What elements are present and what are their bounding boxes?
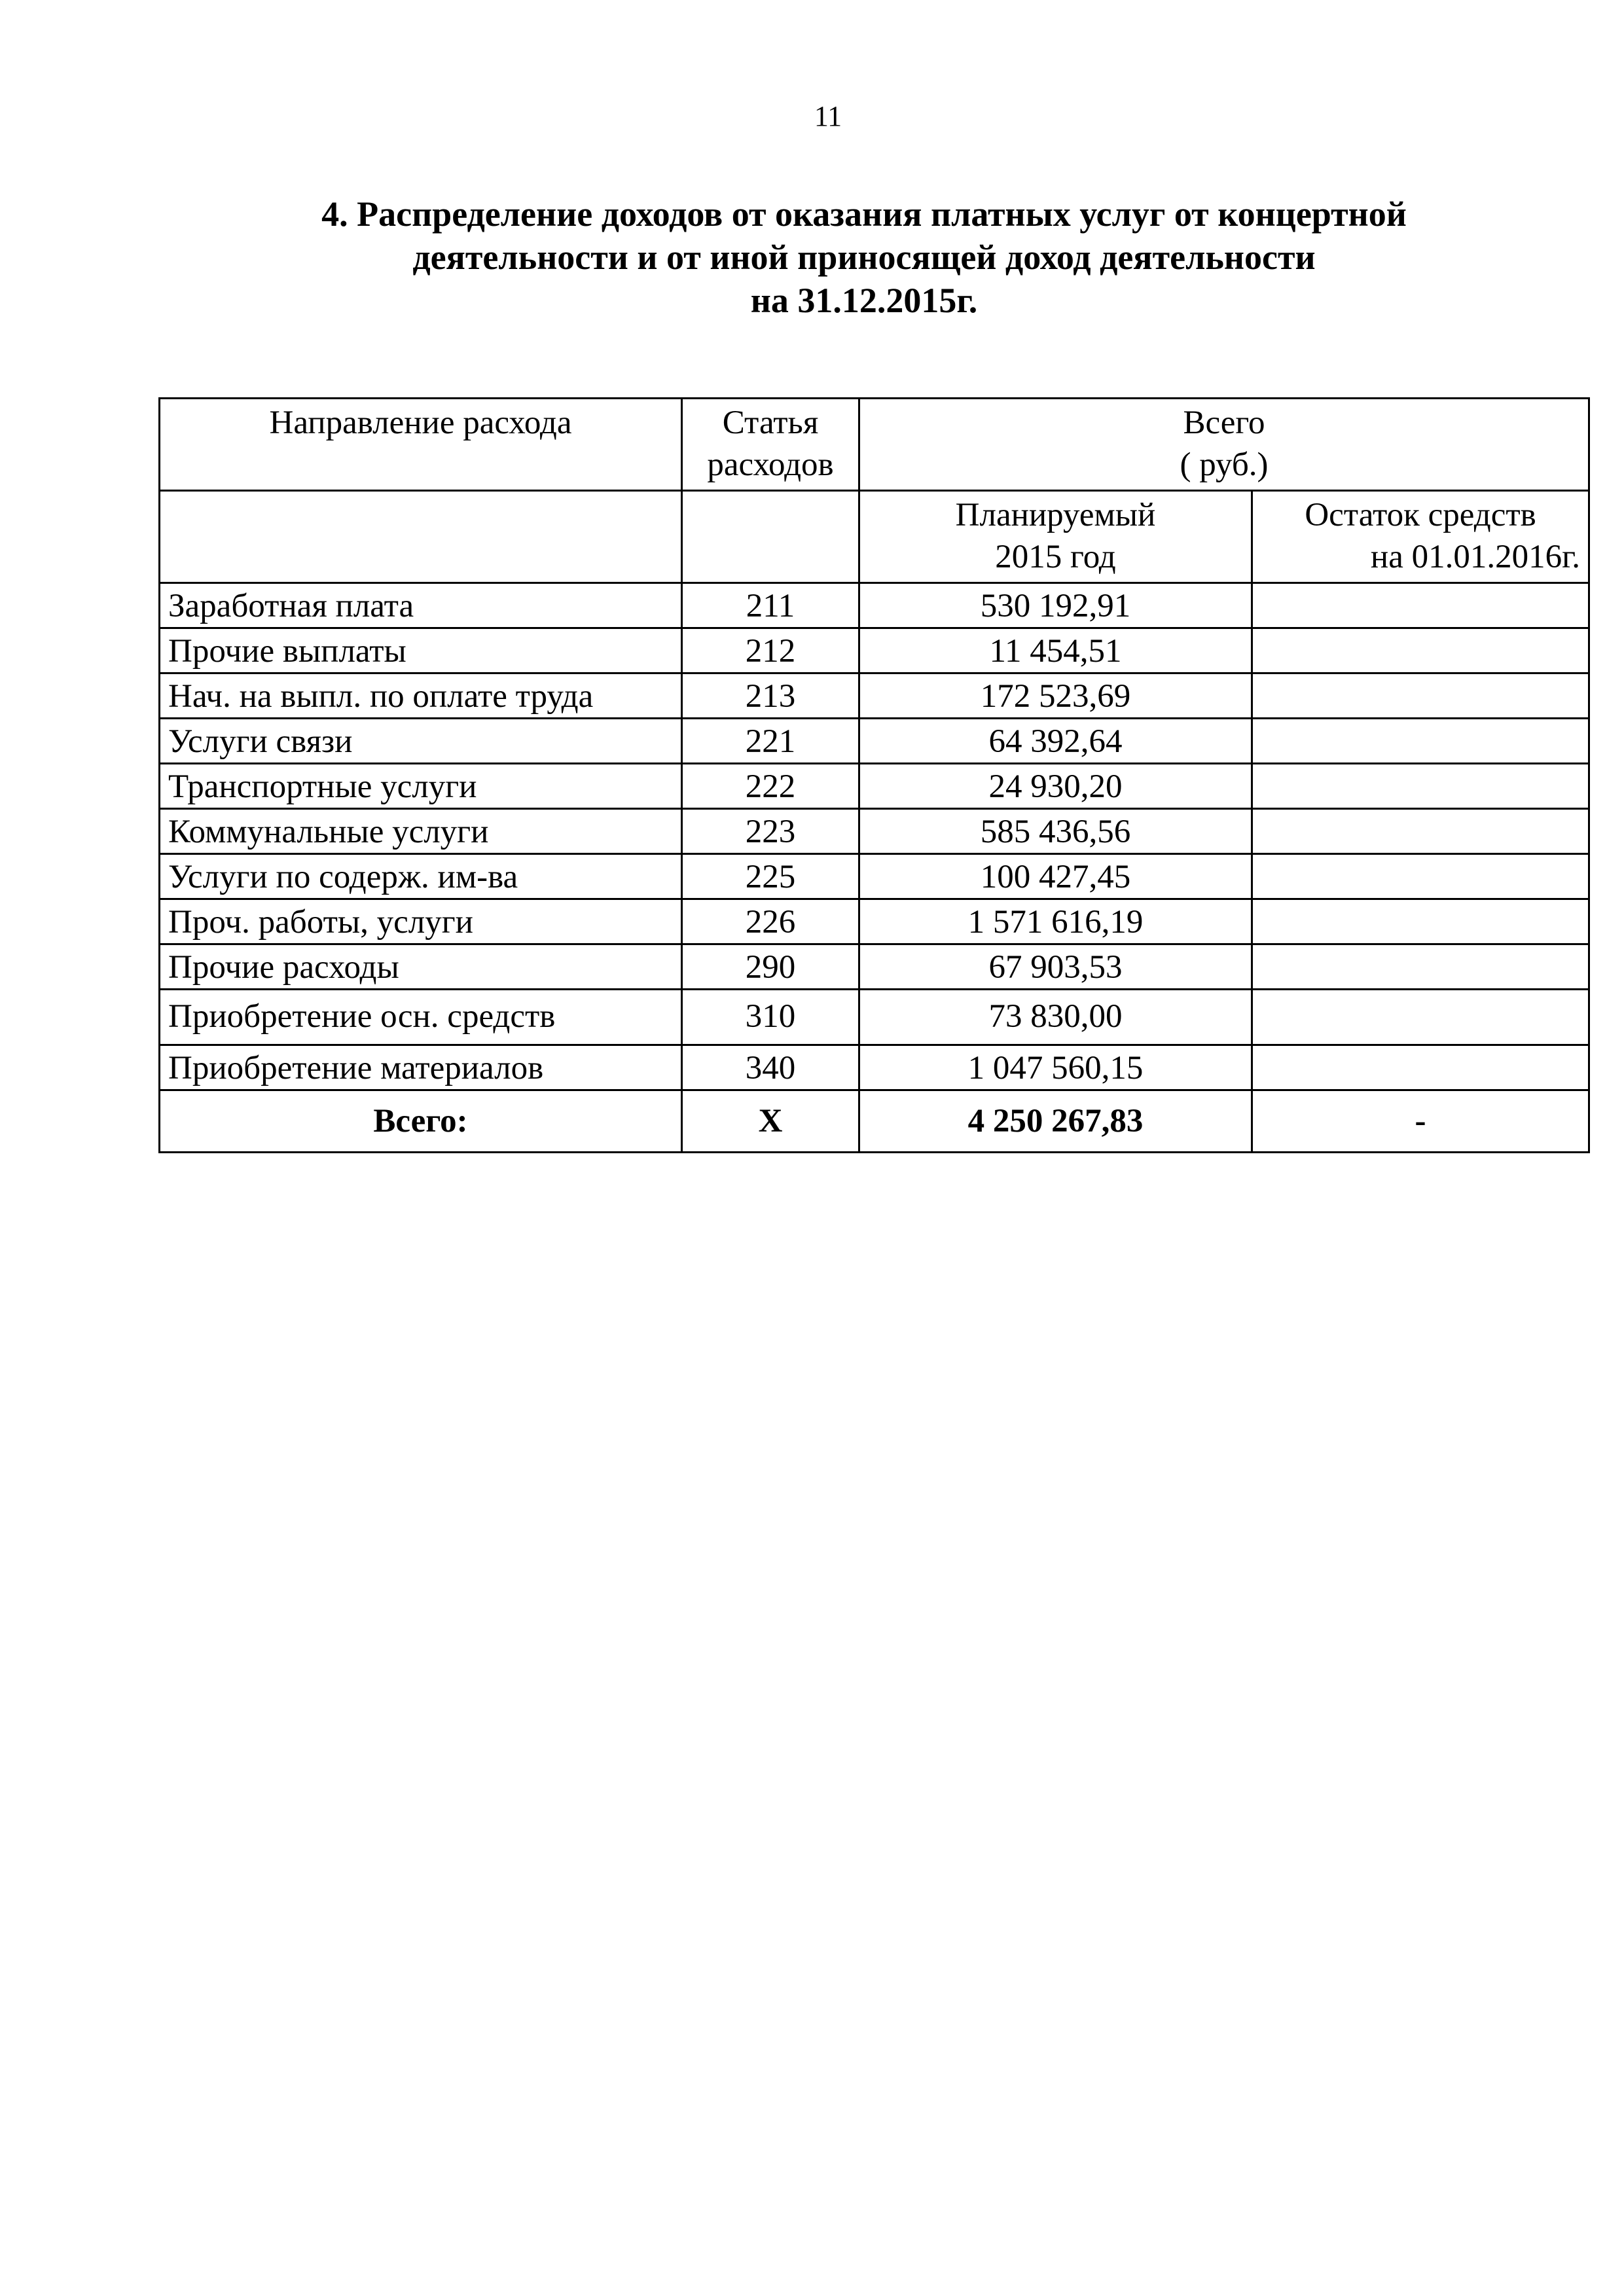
table-header-row-1 [160, 399, 1589, 491]
row-code: 222 [682, 764, 859, 809]
row-planned: 100 427,45 [859, 854, 1252, 899]
row-code: 225 [682, 854, 859, 899]
table-row [160, 944, 1589, 990]
header-planned-line-1: Планируемый [955, 497, 1156, 533]
row-planned: 1 571 616,19 [859, 899, 1252, 944]
row-remainder [1252, 1045, 1589, 1090]
row-name: Услуги по содерж. им-ва [160, 854, 682, 899]
row-name: Коммунальные услуги [160, 809, 682, 854]
header-total [859, 399, 1589, 491]
document-title [196, 192, 1532, 322]
row-planned: 1 047 560,15 [859, 1045, 1252, 1090]
row-code: 223 [682, 809, 859, 854]
row-code: 290 [682, 944, 859, 990]
expense-distribution-table [158, 397, 1590, 1153]
row-remainder [1252, 899, 1589, 944]
row-code: 221 [682, 719, 859, 764]
row-planned: 172 523,69 [859, 673, 1252, 719]
row-code: 226 [682, 899, 859, 944]
row-planned: 73 830,00 [859, 990, 1252, 1045]
row-planned: 64 392,64 [859, 719, 1252, 764]
row-planned: 24 930,20 [859, 764, 1252, 809]
row-name: Приобретение материалов [160, 1045, 682, 1090]
row-remainder [1252, 719, 1589, 764]
header-remainder-line-2: на 01.01.2016г. [1370, 539, 1581, 575]
row-remainder [1252, 583, 1589, 628]
row-remainder [1252, 673, 1589, 719]
title-line-3: на 31.12.2015г. [750, 281, 978, 320]
row-remainder [1252, 854, 1589, 899]
header-planned [859, 491, 1252, 583]
total-label: Всего: [160, 1090, 682, 1153]
table-total-row [160, 1090, 1589, 1153]
row-name: Транспортные услуги [160, 764, 682, 809]
header-article-line-1: Статья [722, 404, 819, 441]
title-line-2: деятельности и от иной приносящей доход деятельности [412, 238, 1316, 277]
row-remainder [1252, 764, 1589, 809]
total-planned: 4 250 267,83 [859, 1090, 1252, 1153]
row-planned: 67 903,53 [859, 944, 1252, 990]
table-row [160, 719, 1589, 764]
row-code: 340 [682, 1045, 859, 1090]
header-total-line-1: Всего [1183, 404, 1265, 441]
row-planned: 585 436,56 [859, 809, 1252, 854]
header-empty-cell [160, 491, 682, 583]
row-remainder [1252, 944, 1589, 990]
header-planned-line-2: 2015 год [995, 539, 1116, 575]
row-code: 211 [682, 583, 859, 628]
row-name: Приобретение осн. средств [160, 990, 682, 1045]
table-row [160, 1045, 1589, 1090]
header-remainder [1252, 491, 1589, 583]
row-code: 213 [682, 673, 859, 719]
row-remainder [1252, 990, 1589, 1045]
row-name: Заработная плата [160, 583, 682, 628]
row-code: 212 [682, 628, 859, 673]
total-code: Х [682, 1090, 859, 1153]
header-direction [160, 399, 682, 491]
header-direction-label: Направление расхода [269, 404, 572, 441]
table-row [160, 673, 1589, 719]
row-planned: 11 454,51 [859, 628, 1252, 673]
header-article-line-2: расходов [707, 446, 834, 483]
row-planned: 530 192,91 [859, 583, 1252, 628]
row-remainder [1252, 809, 1589, 854]
row-name: Нач. на выпл. по оплате труда [160, 673, 682, 719]
header-total-line-2: ( руб.) [1180, 446, 1269, 483]
table-row [160, 583, 1589, 628]
row-remainder [1252, 628, 1589, 673]
table-row [160, 899, 1589, 944]
table-row [160, 628, 1589, 673]
header-empty-cell [682, 491, 859, 583]
title-line-1: 4. Распределение доходов от оказания платных услуг от концертной [321, 194, 1407, 234]
row-name: Проч. работы, услуги [160, 899, 682, 944]
table-row [160, 854, 1589, 899]
row-name: Прочие выплаты [160, 628, 682, 673]
row-code: 310 [682, 990, 859, 1045]
header-article [682, 399, 859, 491]
row-name: Прочие расходы [160, 944, 682, 990]
table-header-row-2 [160, 491, 1589, 583]
table-row [160, 809, 1589, 854]
row-name: Услуги связи [160, 719, 682, 764]
table-row [160, 764, 1589, 809]
table-row [160, 990, 1589, 1045]
header-remainder-line-1: Остаток средств [1305, 497, 1536, 533]
total-remainder: - [1252, 1090, 1589, 1153]
page-number: 11 [814, 100, 842, 132]
